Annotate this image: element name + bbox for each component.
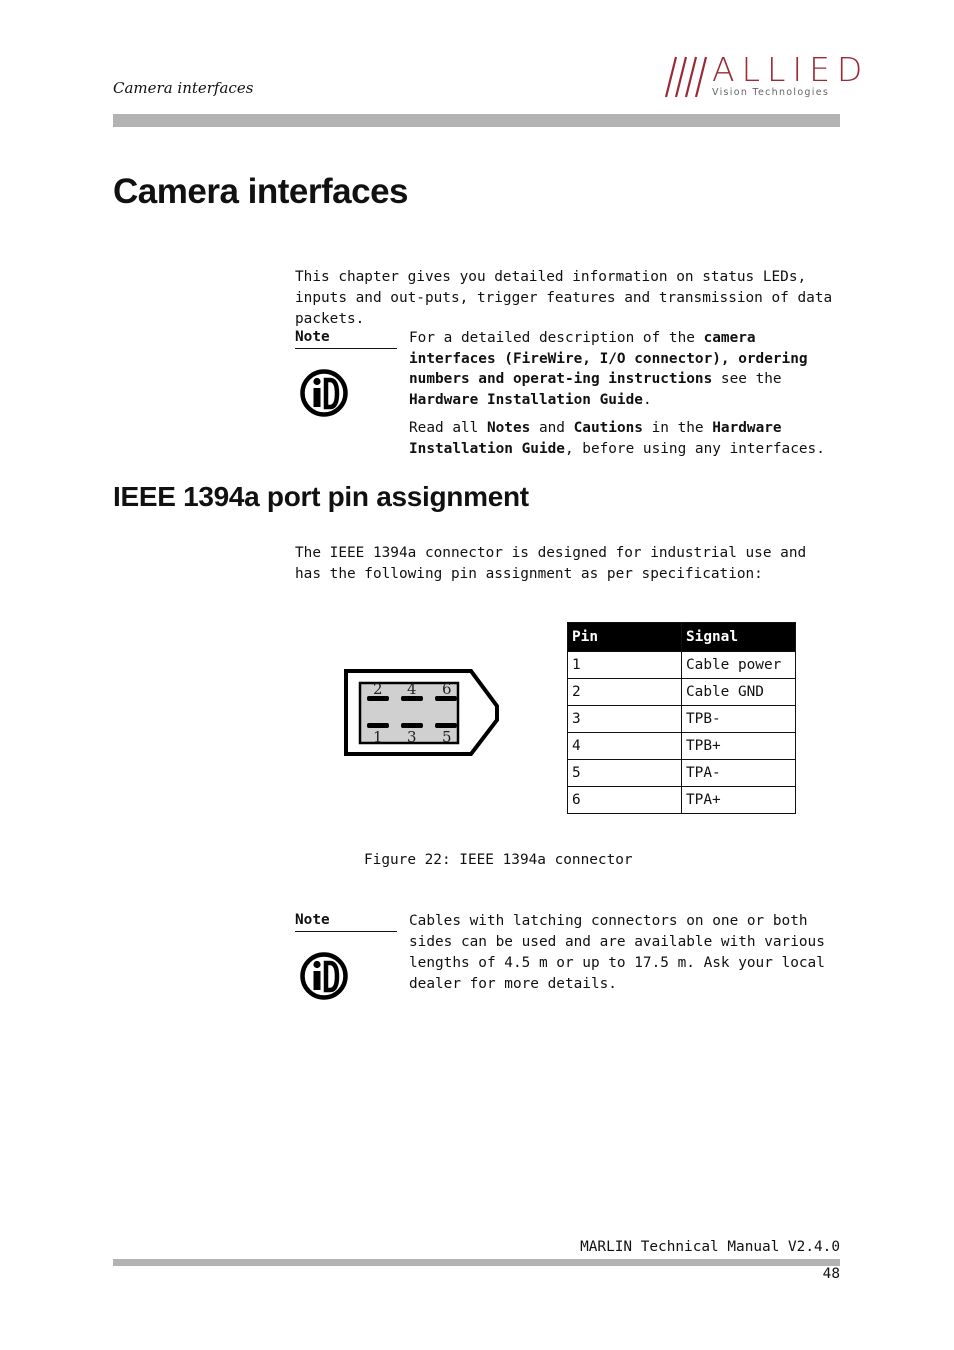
table-row — [568, 652, 796, 679]
pin-cell: 2 — [568, 679, 682, 706]
logo-wordmark: ALLIED — [712, 50, 870, 89]
note-label: Note — [295, 329, 397, 349]
pin-cell: 4 — [568, 733, 682, 760]
table-row — [568, 679, 796, 706]
chapter-title: Camera interfaces — [113, 172, 408, 211]
column-header-pin: Pin — [568, 623, 682, 652]
pin-label: 1 — [373, 728, 383, 746]
footer-rule — [113, 1259, 840, 1266]
pin-label: 3 — [407, 728, 417, 746]
signal-cell: TPA- — [682, 760, 796, 787]
pin-cell: 5 — [568, 760, 682, 787]
section-intro: The IEEE 1394a connector is designed for industrial use and has the following pin assignment as per specification: — [295, 545, 807, 582]
pin-cell: 6 — [568, 787, 682, 814]
running-header: Camera interfaces — [113, 79, 254, 97]
footer-manual-title: MARLIN Technical Manual V2.4.0 — [580, 1239, 840, 1255]
pin-cell: 3 — [568, 706, 682, 733]
logo-slashes-icon — [664, 54, 712, 100]
pin-label: 4 — [407, 680, 417, 698]
note-body — [409, 328, 841, 467]
table-header-row — [568, 623, 796, 652]
signal-cell: Cable GND — [682, 679, 796, 706]
signal-cell: TPB- — [682, 706, 796, 733]
signal-cell: TPB+ — [682, 733, 796, 760]
ieee1394a-connector-diagram — [343, 668, 503, 762]
allied-logo — [664, 50, 870, 102]
note-paragraph-2: Read all Notes and Cautions in the Hardware Installation Guide, before using any interfaces. — [409, 420, 825, 457]
pin-cell: 1 — [568, 652, 682, 679]
table-row — [568, 787, 796, 814]
page-number: 48 — [822, 1266, 840, 1282]
note-body: Cables with latching connectors on one or both sides can be used and are available with various lengths of 4.5 m or up to 17.5 m. Ask your local dealer for more details. — [409, 913, 825, 992]
figure-caption: Figure 22: IEEE 1394a connector — [364, 852, 633, 868]
note-label: Note — [295, 912, 397, 932]
pin-assignment-table — [567, 622, 796, 814]
column-header-signal: Signal — [682, 623, 796, 652]
pin-label: 5 — [442, 728, 452, 746]
header-rule — [113, 114, 840, 127]
table-row — [568, 760, 796, 787]
section-title: IEEE 1394a port pin assignment — [113, 481, 529, 512]
table-row — [568, 706, 796, 733]
note-paragraph-1: For a detailed description of the camera interfaces (FireWire, I/O connector), ordering numbers and operat-ing instructions see the Hardware Installation Guide. — [409, 330, 808, 408]
info-icon — [299, 368, 349, 422]
signal-cell: Cable power — [682, 652, 796, 679]
chapter-intro: This chapter gives you detailed information on status LEDs, inputs and out-puts, trigger features and transmission of data packets. — [295, 269, 833, 327]
pin-label: 2 — [373, 680, 383, 698]
pin-label: 6 — [442, 680, 452, 698]
logo-subtext: Vision Technologies — [712, 87, 830, 98]
signal-cell: TPA+ — [682, 787, 796, 814]
info-icon — [299, 951, 349, 1005]
table-row — [568, 733, 796, 760]
